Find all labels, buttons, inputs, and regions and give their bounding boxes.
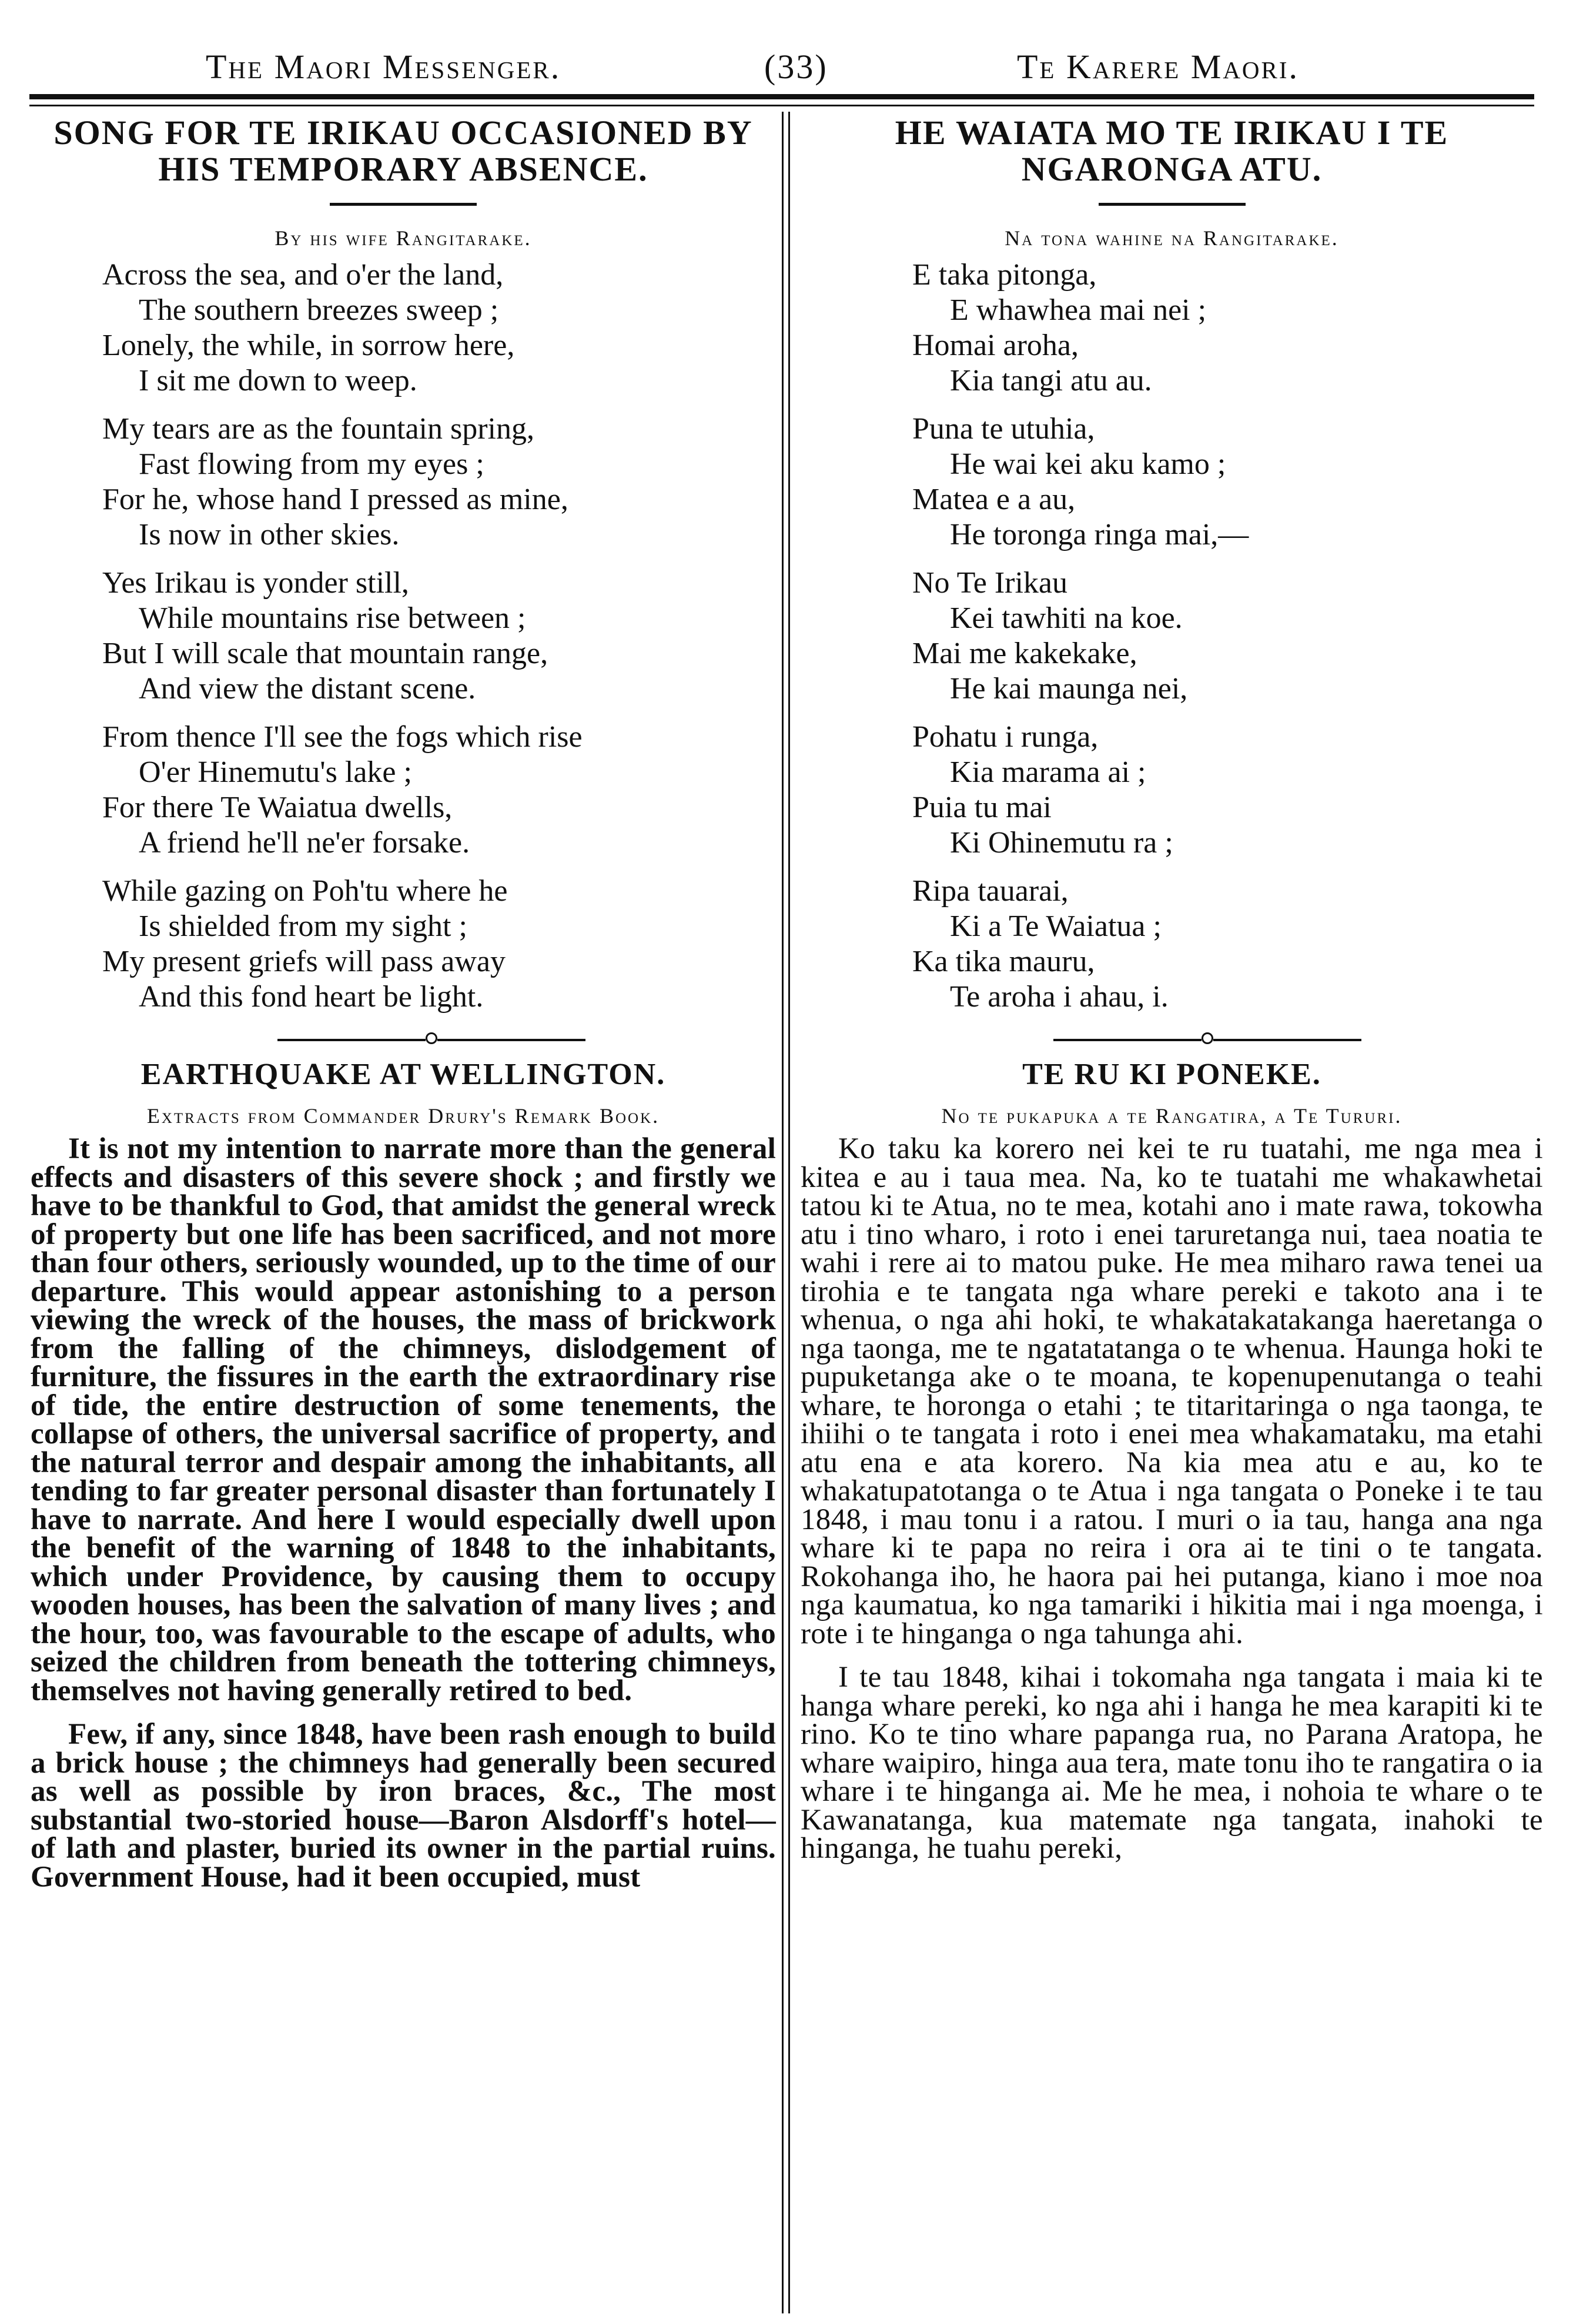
short-rule [1099,203,1246,206]
verse-line: Puna te utuhia, [912,412,1095,446]
verse-line: He toronga ringa mai,— [950,518,1249,551]
verse-line: Homai aroha, [912,329,1079,362]
verse-line: The southern breezes sweep ; [139,293,499,327]
stanza [31,874,776,1015]
verse-line: Matea e a au, [912,483,1076,516]
verse-line: My tears are as the fountain spring, [102,412,535,446]
verse-line: Yes Irikau is yonder still, [102,566,409,600]
column-divider [782,112,784,2313]
verse-line: Kia marama ai ; [950,755,1146,789]
verse-line: Puia tu mai [912,791,1052,824]
verse-line: Across the sea, and o'er the land, [102,258,504,292]
stanza [801,412,1543,553]
verse-line: No Te Irikau [912,566,1067,600]
stanza [801,258,1543,399]
article-subtitle-english: Extracts from Commander Drury's Remark Book. [146,1104,660,1128]
verse-line: Fast flowing from my eyes ; [139,447,484,481]
verse-line: For there Te Waiatua dwells, [102,791,453,824]
verse-line: And view the distant scene. [139,672,476,705]
verse-line: Mai me kakekake, [912,637,1137,670]
column-divider [788,112,790,2313]
verse-line: And this fond heart be light. [139,980,484,1014]
verse-line: Ki a Te Waiatua ; [950,909,1162,943]
verse-line: While gazing on Poh'tu where he [102,874,508,908]
article-title-maori: TE RU KI PONEKE. [1022,1058,1321,1091]
song-title-english: SONG FOR TE IRIKAU OCCASIONED BY HIS TEMPORARY ABSENCE. [53,113,753,188]
article-subtitle-maori: No te pukapuka a te Rangatira, a Te Tururi. [941,1104,1403,1128]
song-byline-english: By his wife Rangitarake. [275,226,532,250]
article-paragraph: Ko taku ka korero nei kei te ru tuatahi, me nga mea i kitea e au i taua mea. Na, ko te tuatahi me whakawhetai tatou ki te Atua, no te mea, kotahi ano i mate rawa, tokowha atu i tino wharo, i roto i enei taruretanga nui, taea noatia te wahi i rere ai to matou puke. He mea miharo rawa tenei ua tirohia e te tangata nga whare pereki e takoto ana i te whenua, o nga ahi hoki, te whakatakatakanga haeretanga o nga taonga, me te ngatatatanga o te whenua. Haunga hoki te pupuketanga ake o te moana, te kopenupenutanga o teahi whare, te horonga o etahi ; te titaritaringa o nga taonga, te ihiihi o te tangata i roto i enei mea whakamataku, ma etahi atu ena e ata korero. Na kia mea atu e au, ko te whakatupatotanga o te Atua i nga tangata o Poneke i te tau 1848, i mau tonu i a ratou. I muri o ia tau, hanga ana nga whare ki te papa no reira i ora ai te tini o te tangata. Rokohanga iho, he haora pai hei putanga, kiano i moe noa nga kaumatua, ko nga tamariki i hikitia mai i nga moenga, i rote i te hinganga o nga tahunga ahi. [801,1132,1543,1650]
verse-line: E whawhea mai nei ; [950,293,1207,327]
verse-line: O'er Hinemutu's lake ; [139,755,412,789]
article-title-english: EARTHQUAKE AT WELLINGTON. [140,1058,666,1091]
stanza [801,566,1543,707]
verse-line: My present griefs will pass away [102,945,506,978]
verse-line: Ka tika mauru, [912,945,1095,978]
separator-line [277,1039,426,1041]
article-paragraph: I te tau 1848, kihai i tokomaha nga tangata i maia ki te hanga whare pereki, ko nga ahi i hanga he mea karapiti ki te rino. Ko te tino whare papanga rua, no Parana Aratopa, he whare waipiro, hinga aua tera, mate tonu iho te rangatira o ia whare i te hinganga ai. Me he mea, i nohoia te whare o te Kawanatanga, kua matemate nga tangata, inahoki te hinganga, he tuahu pereki, [801,1661,1543,1865]
header-rule-thick [29,94,1534,99]
running-header [71,41,1530,88]
stanza [31,566,776,707]
verse-line: He wai kei aku kamo ; [950,447,1226,481]
verse-line: For he, whose hand I pressed as mine, [102,483,568,516]
stanza [31,412,776,553]
header-maori-title: Te Karere Maori. [1017,48,1300,86]
verse-line: Te aroha i ahau, i. [950,980,1169,1014]
verse-line: Ripa tauarai, [912,874,1069,908]
section-separator [801,1028,1543,1051]
separator-line [437,1039,585,1041]
verse-line: Lonely, the while, in sorrow here, [102,329,515,362]
english-column [31,113,776,1894]
stanza [801,720,1543,861]
song-title-maori: HE WAIATA MO TE IRIKAU I TE NGARONGA ATU. [895,113,1449,188]
maori-column [801,115,1543,1863]
separator-line [1213,1039,1361,1041]
separator-line [1053,1039,1202,1041]
header-rule-thin [29,105,1534,106]
verse-line: Is now in other skies. [139,518,400,551]
verse-line: Pohatu i runga, [912,720,1099,754]
section-separator [31,1028,776,1051]
verse-line: E taka pitonga, [912,258,1097,292]
verse-line: Kia tangi atu au. [950,364,1152,397]
verse-line: A friend he'll ne'er forsake. [139,826,470,860]
short-rule [330,203,477,206]
article-paragraph: Few, if any, since 1848, have been rash enough to build a brick house ; the chimneys had generally been secured as well as possible by iron braces, &c., The most substantial two-storied house—Baron Alsdorff's hotel—of lath and plaster, buried its owner in the partial ruins. Government House, had it been occupied, must [31,1718,776,1894]
stanza [31,258,776,399]
verse-line: While mountains rise between ; [139,601,526,635]
separator-circle [1202,1032,1213,1044]
header-english-title: The Maori Messenger. [206,48,561,86]
article-paragraph: It is not my intention to narrate more than the general effects and disasters of this severe shock ; and firstly we have to be thankful to God, that amidst the general wreck of property but one life has been sacrificed, and not more than four others, seriously wounded, up to the time of our departure. This would appear astonishing to a person viewing the wreck of the houses, the mass of brickwork from the falling of the chimneys, dislodgement of furniture, the fissures in the earth the extraordinary rise of tide, the entire destruction of some tenements, the collapse of others, the universal sacrifice of property, and the natural terror and despair among the inhabitants, all tending to far greater personal disaster than fortunately I have to narrate. And here I would especially dwell upon the benefit of the warning of 1848 to the inhabitants, which under Providence, by causing them to occupy wooden houses, has been the salvation of many lives ; and the hour, too, was favourable to the escape of adults, who seized the children from beneath the tottering chimneys, themselves not having generally retired to bed. [31,1132,776,1707]
verse-line: Kei tawhiti na koe. [950,601,1183,635]
verse-line: Is shielded from my sight ; [139,909,467,943]
separator-circle [426,1032,437,1044]
verse-line: Ki Ohinemutu ra ; [950,826,1173,860]
verse-line: From thence I'll see the fogs which rise [102,720,583,754]
page-number: (33) [764,48,828,86]
verse-line: I sit me down to weep. [139,364,417,397]
verse-line: But I will scale that mountain range, [102,637,548,670]
stanza [801,874,1543,1015]
stanza [31,720,776,861]
song-byline-maori: Na tona wahine na Rangitarake. [1005,226,1339,250]
verse-line: He kai maunga nei, [950,672,1188,705]
